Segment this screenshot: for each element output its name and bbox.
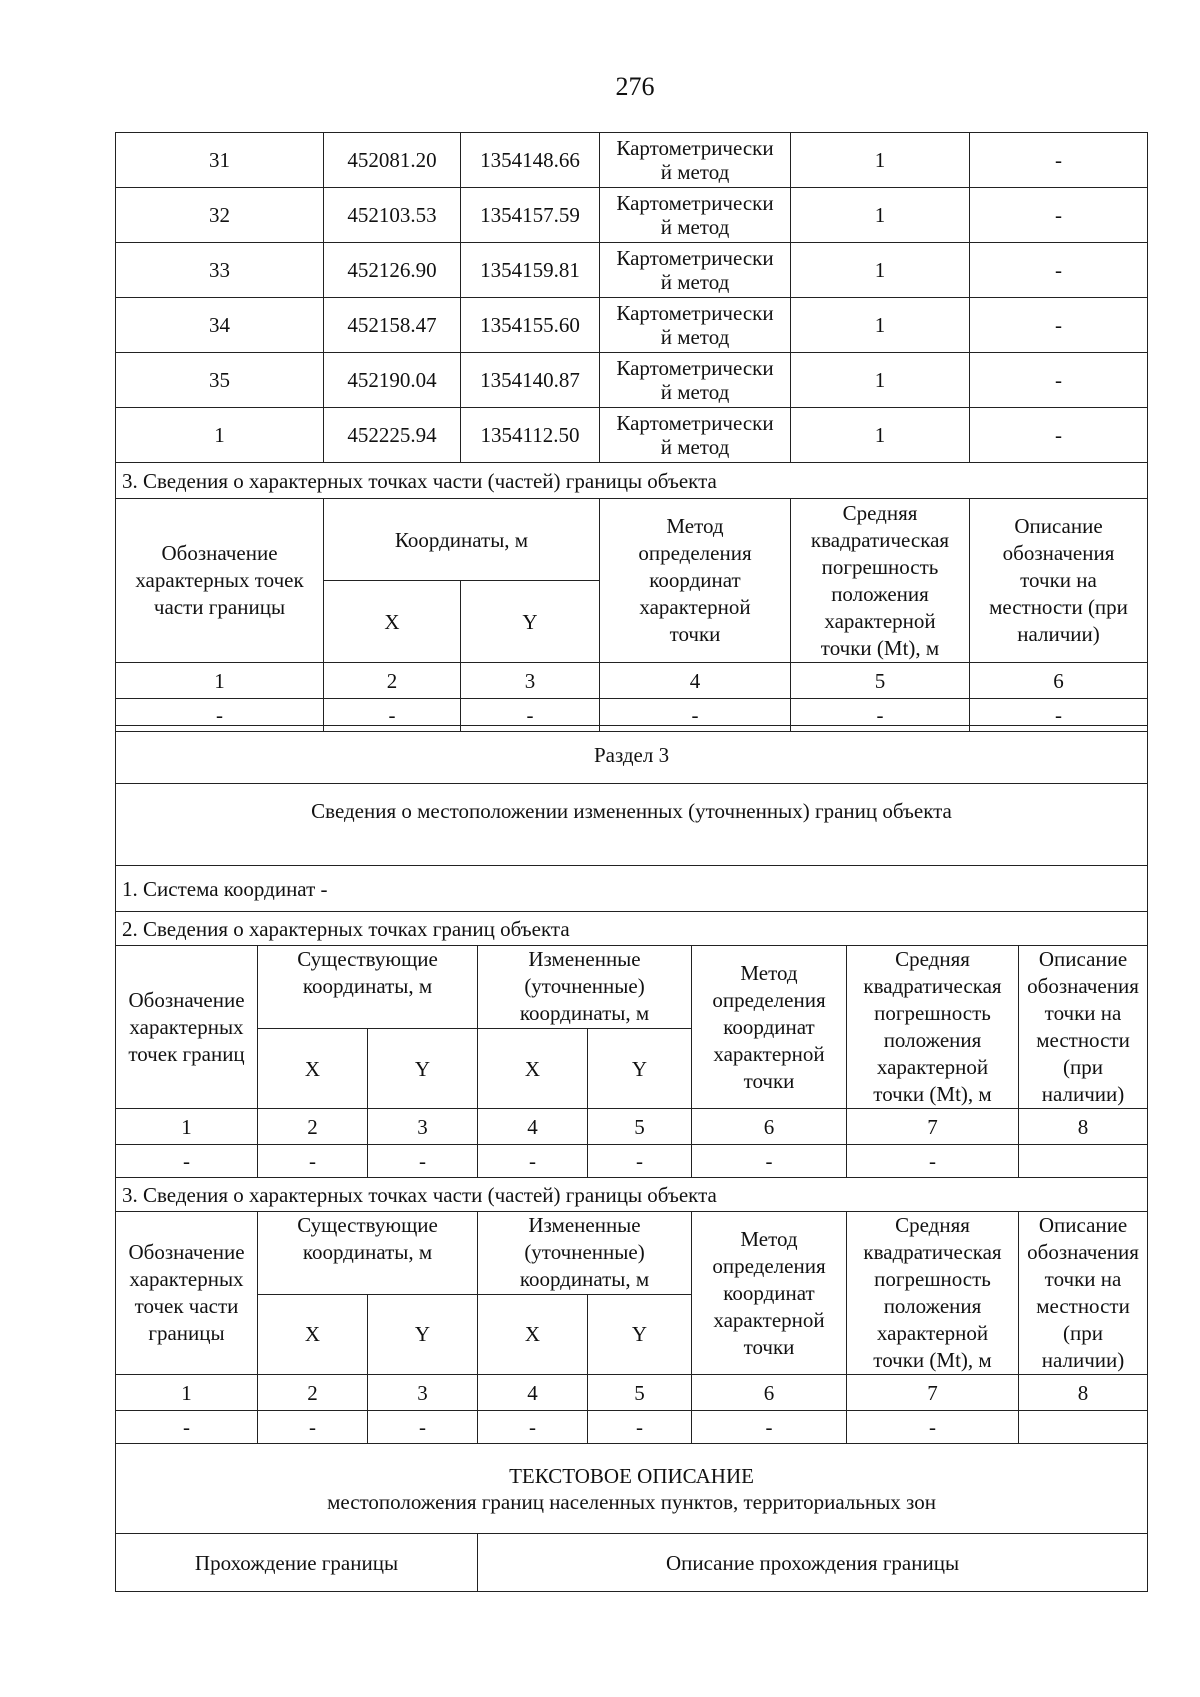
s3p2-header-mt: Средняя квадратическая погрешность положения характерной точки (Mt), м (847, 946, 1019, 1109)
point-y: 1354148.66 (461, 133, 600, 188)
header-x: X (324, 581, 461, 663)
column-number: 6 (692, 1109, 847, 1145)
header-description: Описание обозначения точки на местности (при наличии) (970, 499, 1148, 663)
point-row (116, 133, 1148, 188)
point-description: - (970, 408, 1148, 463)
s3p2-header-existing: Существующие координаты, м (258, 946, 478, 1029)
header-mt: Средняя квадратическая погрешность положения характерной точки (Mt), м (791, 499, 970, 663)
s3p3-header-changed-x: X (478, 1294, 588, 1375)
column-number: 4 (478, 1375, 588, 1411)
empty-cell: - (791, 699, 970, 732)
header-y: Y (461, 581, 600, 663)
empty-cell: - (692, 1145, 847, 1178)
s3p2-header-existing-x: X (258, 1029, 368, 1109)
empty-cell: - (324, 699, 461, 732)
section3-heading: Раздел 3 (116, 726, 1148, 784)
s3p2-header-changed-y: Y (588, 1029, 692, 1109)
column-number: 7 (847, 1109, 1019, 1145)
column-number: 5 (791, 663, 970, 699)
point-x: 452158.47 (324, 298, 461, 353)
point-mt: 1 (791, 243, 970, 298)
column-number: 4 (478, 1109, 588, 1145)
coordinates-table-section3 (115, 725, 1148, 1592)
empty-cell: - (461, 699, 600, 732)
empty-cell: - (847, 1145, 1019, 1178)
coordinates-table-section2 (115, 132, 1148, 732)
point-row (116, 188, 1148, 243)
column-number: 3 (461, 663, 600, 699)
s3p3-header-changed-y: Y (588, 1294, 692, 1375)
s3p2-header-designation: Обозначение характерных точек границ (116, 946, 258, 1109)
s3p2-header-method: Метод определения координат характерной точки (692, 946, 847, 1109)
point-number: 31 (116, 133, 324, 188)
column-number: 1 (116, 1109, 258, 1145)
empty-cell (1019, 1145, 1148, 1178)
point-mt: 1 (791, 188, 970, 243)
point-x: 452126.90 (324, 243, 461, 298)
point-x: 452190.04 (324, 353, 461, 408)
column-number: 5 (588, 1375, 692, 1411)
page-number: 276 (615, 72, 655, 101)
empty-cell: - (258, 1145, 368, 1178)
empty-cell: - (258, 1411, 368, 1444)
point-method: Картометрически й метод (600, 243, 791, 298)
point-description: - (970, 188, 1148, 243)
column-number: 4 (600, 663, 791, 699)
point-method: Картометрически й метод (600, 298, 791, 353)
column-number: 3 (368, 1375, 478, 1411)
header-method: Метод определения координат характерной точки (600, 499, 791, 663)
empty-cell: - (116, 1145, 258, 1178)
col-boundary-passage: Прохождение границы (116, 1534, 478, 1592)
s3p3-empty-row (116, 1411, 1148, 1444)
s3p2-header-description: Описание обозначения точки на местности (при наличии) (1019, 946, 1148, 1109)
column-numbers-row (116, 663, 1148, 699)
empty-cell (1019, 1411, 1148, 1444)
part3-title: 3. Сведения о характерных точках части (частей) границы объекта (116, 463, 1148, 499)
text-description-subtitle: местоположения границ населенных пунктов, территориальных зон (327, 1489, 936, 1514)
column-number: 3 (368, 1109, 478, 1145)
point-mt: 1 (791, 353, 970, 408)
point-method: Картометрически й метод (600, 353, 791, 408)
empty-cell: - (368, 1411, 478, 1444)
column-number: 6 (692, 1375, 847, 1411)
column-number: 1 (116, 663, 324, 699)
section3-subheading: Сведения о местоположении измененных (уточненных) границ объекта (116, 784, 1148, 866)
column-number: 6 (970, 663, 1148, 699)
empty-cell: - (588, 1411, 692, 1444)
point-row (116, 243, 1148, 298)
point-mt: 1 (791, 298, 970, 353)
text-description-title: ТЕКСТОВОЕ ОПИСАНИЕ (509, 1463, 754, 1488)
s3p3-header-designation: Обозначение характерных точек части границы (116, 1212, 258, 1375)
empty-cell: - (600, 699, 791, 732)
empty-cell: - (588, 1145, 692, 1178)
point-row (116, 408, 1148, 463)
s3p2-header-changed: Измененные (уточненные) координаты, м (478, 946, 692, 1029)
empty-cell: - (970, 699, 1148, 732)
empty-cell: - (116, 699, 324, 732)
point-number: 32 (116, 188, 324, 243)
column-number: 8 (1019, 1375, 1148, 1411)
s3p3-column-numbers-row (116, 1375, 1148, 1411)
point-number: 34 (116, 298, 324, 353)
point-x: 452081.20 (324, 133, 461, 188)
point-row (116, 353, 1148, 408)
point-x: 452103.53 (324, 188, 461, 243)
column-number: 7 (847, 1375, 1019, 1411)
point-number: 33 (116, 243, 324, 298)
point-method: Картометрически й метод (600, 188, 791, 243)
column-number: 1 (116, 1375, 258, 1411)
empty-cell: - (692, 1411, 847, 1444)
s3p2-column-numbers-row (116, 1109, 1148, 1145)
empty-cell: - (368, 1145, 478, 1178)
s3p3-header-existing-x: X (258, 1294, 368, 1375)
point-number: 35 (116, 353, 324, 408)
empty-cell: - (116, 1411, 258, 1444)
column-number: 5 (588, 1109, 692, 1145)
s3p3-header-mt: Средняя квадратическая погрешность положения характерной точки (Mt), м (847, 1212, 1019, 1375)
section3-part3-title: 3. Сведения о характерных точках части (частей) границы объекта (116, 1178, 1148, 1212)
empty-cell: - (478, 1411, 588, 1444)
coordinate-system: 1. Система координат - (116, 866, 1148, 912)
header-designation: Обозначение характерных точек части границы (116, 499, 324, 663)
col-boundary-description: Описание прохождения границы (478, 1534, 1148, 1592)
empty-cell: - (847, 1411, 1019, 1444)
point-y: 1354140.87 (461, 353, 600, 408)
point-method: Картометрически й метод (600, 133, 791, 188)
point-x: 452225.94 (324, 408, 461, 463)
s3p3-header-changed: Измененные (уточненные) координаты, м (478, 1212, 692, 1295)
column-number: 2 (258, 1375, 368, 1411)
s3p3-header-description: Описание обозначения точки на местности (при наличии) (1019, 1212, 1148, 1375)
point-mt: 1 (791, 408, 970, 463)
s3p2-empty-row (116, 1145, 1148, 1178)
column-number: 2 (324, 663, 461, 699)
column-number: 2 (258, 1109, 368, 1145)
point-description: - (970, 298, 1148, 353)
section3-part2-title: 2. Сведения о характерных точках границ объекта (116, 912, 1148, 946)
column-number: 8 (1019, 1109, 1148, 1145)
point-description: - (970, 243, 1148, 298)
text-description-block (116, 1444, 1148, 1534)
s3p2-header-changed-x: X (478, 1029, 588, 1109)
empty-cell: - (478, 1145, 588, 1178)
header-coords: Координаты, м (324, 499, 600, 581)
point-y: 1354155.60 (461, 298, 600, 353)
point-description: - (970, 353, 1148, 408)
s3p3-header-existing-y: Y (368, 1294, 478, 1375)
s3p2-header-existing-y: Y (368, 1029, 478, 1109)
point-number: 1 (116, 408, 324, 463)
s3p3-header-existing: Существующие координаты, м (258, 1212, 478, 1295)
point-y: 1354159.81 (461, 243, 600, 298)
point-y: 1354112.50 (461, 408, 600, 463)
s3p3-header-method: Метод определения координат характерной точки (692, 1212, 847, 1375)
point-method: Картометрически й метод (600, 408, 791, 463)
point-description: - (970, 133, 1148, 188)
point-mt: 1 (791, 133, 970, 188)
point-y: 1354157.59 (461, 188, 600, 243)
point-row (116, 298, 1148, 353)
